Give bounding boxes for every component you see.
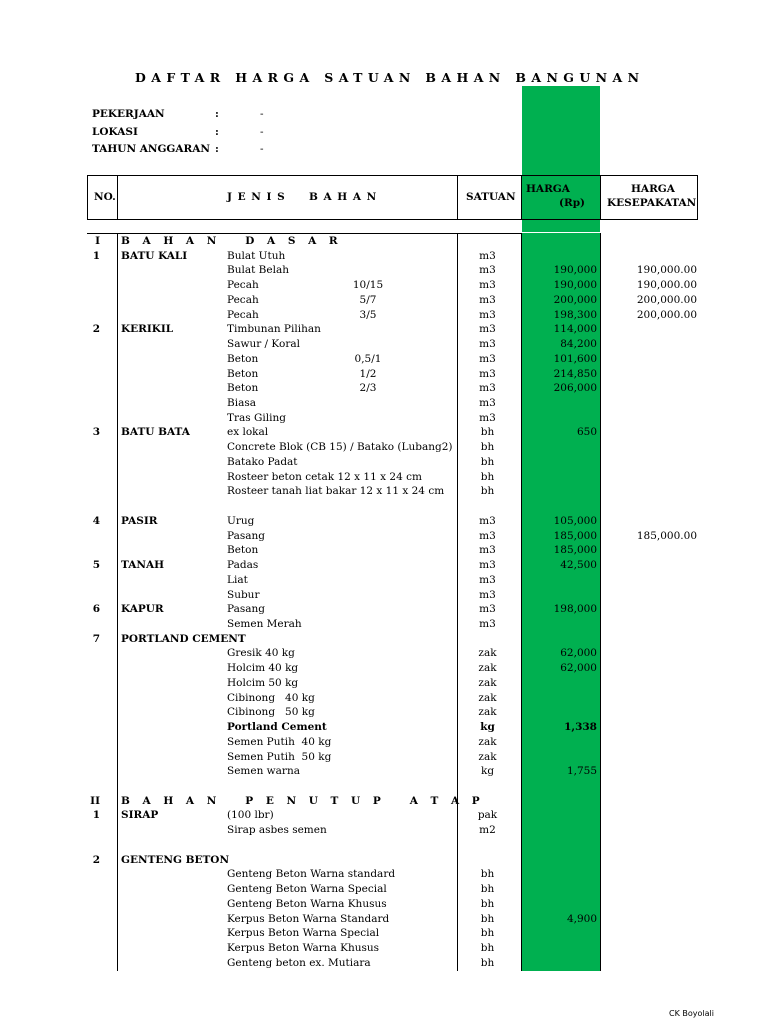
row-unit: zak	[478, 706, 497, 719]
row-item: (100 lbr)	[227, 809, 274, 822]
row-unit: m3	[479, 397, 496, 410]
row-unit: m3	[479, 588, 496, 601]
table-row	[0, 484, 768, 498]
row-unit: m3	[479, 411, 496, 424]
table-row	[0, 750, 768, 764]
row-item: Bulat Belah	[227, 264, 289, 277]
row-category: PASIR	[121, 514, 158, 527]
row-unit: m3	[479, 338, 496, 351]
row-unit: m3	[479, 367, 496, 380]
row-item: Sawur / Koral	[227, 338, 300, 351]
row-unit: zak	[478, 735, 497, 748]
row-item: Genteng beton ex. Mutiara	[227, 956, 371, 969]
row-price: 200,000	[553, 293, 597, 306]
row-spec: 10/15	[352, 279, 384, 292]
meta-colon: :	[215, 143, 219, 155]
page-title: DAFTAR HARGA SATUAN BAHAN BANGUNAN	[135, 70, 645, 85]
table-row	[0, 249, 768, 263]
row-no: 2	[92, 853, 100, 866]
table-row	[0, 646, 768, 660]
row-unit: kg	[480, 765, 495, 778]
row-item: Holcim 40 kg	[227, 662, 299, 675]
row-item: Kerpus Beton Warna Special	[227, 927, 380, 940]
table-row	[0, 514, 768, 528]
meta-colon: :	[215, 126, 219, 138]
row-item: Biasa	[227, 397, 256, 410]
table-row	[0, 529, 768, 543]
table-row	[0, 602, 768, 616]
row-unit: bh	[480, 927, 495, 940]
row-unit: bh	[480, 897, 495, 910]
row-item: Pecah	[227, 279, 259, 292]
table-row	[0, 588, 768, 602]
row-price: 1,755	[566, 765, 597, 778]
row-category: KERIKIL	[121, 323, 174, 336]
meta-colon: :	[215, 108, 219, 120]
section-title: B A H A N D A S A R	[121, 235, 343, 247]
table-row	[0, 912, 768, 926]
row-item: Beton	[227, 352, 259, 365]
row-item: Sirap asbes semen	[227, 824, 327, 837]
header-harga-kesepakatan: HARGA	[631, 183, 675, 195]
row-price: 198,000	[553, 603, 597, 616]
row-no: II	[90, 794, 100, 807]
row-item: Padas	[227, 559, 259, 572]
row-no: 7	[92, 632, 100, 645]
table-row	[0, 352, 768, 366]
row-item: Portland Cement	[227, 721, 327, 734]
row-unit: m3	[479, 382, 496, 395]
row-category: KAPUR	[121, 603, 164, 616]
table-row	[0, 558, 768, 572]
row-unit: zak	[478, 750, 497, 763]
row-agreed-price: 190,000.00	[636, 264, 697, 277]
row-price: 42,500	[560, 559, 597, 572]
table-row	[0, 661, 768, 675]
row-no: 5	[92, 559, 100, 572]
row-item: Cibinong 50 kg	[227, 706, 315, 719]
row-item: Semen warna	[227, 765, 300, 778]
row-price: 190,000	[553, 264, 597, 277]
row-price: 190,000	[553, 279, 597, 292]
row-unit: m3	[479, 514, 496, 527]
row-unit: pak	[477, 809, 498, 822]
row-item: Liat	[227, 573, 248, 586]
row-price: 62,000	[560, 662, 597, 675]
header-jenis-bahan: J E N I S B A H A N	[227, 191, 378, 203]
header-satuan: SATUAN	[466, 191, 516, 203]
row-unit: bh	[480, 455, 495, 468]
row-no: 1	[92, 809, 100, 822]
row-item: Kerpus Beton Warna Khusus	[227, 942, 380, 955]
price-column-header-bg	[522, 86, 600, 232]
table-row	[0, 956, 768, 970]
header-harga-unit: (Rp)	[559, 197, 586, 209]
row-agreed-price: 200,000.00	[636, 293, 697, 306]
row-item: Holcim 50 kg	[227, 676, 299, 689]
row-unit: m3	[479, 573, 496, 586]
table-row	[0, 293, 768, 307]
table-row	[0, 941, 768, 955]
section-row	[0, 234, 768, 248]
row-spec: 1/2	[359, 367, 377, 380]
row-category: TANAH	[121, 559, 165, 572]
row-item: Timbunan Pilihan	[227, 323, 321, 336]
table-row	[0, 543, 768, 557]
row-agreed-price: 185,000.00	[636, 529, 697, 542]
table-row	[0, 764, 768, 778]
table-row	[0, 425, 768, 439]
row-item: Subur	[227, 588, 260, 601]
table-row	[0, 617, 768, 631]
row-category: SIRAP	[121, 809, 159, 822]
table-row	[0, 897, 768, 911]
table-row	[0, 779, 768, 793]
meta-label-lokasi: LOKASI	[92, 126, 138, 138]
meta-value-tahun-anggaran: -	[260, 143, 264, 155]
row-unit: m3	[479, 249, 496, 262]
row-no: I	[95, 235, 100, 247]
table-row	[0, 411, 768, 425]
row-agreed-price: 200,000.00	[636, 308, 697, 321]
table-row	[0, 440, 768, 454]
row-unit: m3	[479, 559, 496, 572]
row-item: Genteng Beton Warna Special	[227, 883, 387, 896]
row-unit: bh	[480, 942, 495, 955]
row-unit: bh	[480, 485, 495, 498]
meta-label-tahun-anggaran: TAHUN ANGGARAN	[92, 143, 211, 155]
row-unit: kg	[480, 721, 495, 734]
meta-value-lokasi: -	[260, 126, 264, 138]
row-unit: m3	[479, 352, 496, 365]
row-unit: m2	[479, 824, 496, 837]
header-no: NO.	[94, 191, 116, 203]
row-unit: zak	[478, 662, 497, 675]
row-spec: 3/5	[359, 308, 377, 321]
table-row	[0, 455, 768, 469]
table-row	[0, 691, 768, 705]
row-unit: m3	[479, 603, 496, 616]
row-unit: zak	[478, 691, 497, 704]
footer-label: CK Boyolali	[669, 1009, 714, 1018]
row-unit: zak	[478, 647, 497, 660]
row-unit: bh	[480, 426, 495, 439]
table-row	[0, 735, 768, 749]
row-spec: 0,5/1	[354, 352, 382, 365]
table-row	[0, 381, 768, 395]
row-price: 185,000	[553, 544, 597, 557]
row-unit: bh	[480, 470, 495, 483]
row-unit: m3	[479, 544, 496, 557]
row-price: 1,338	[564, 721, 597, 734]
row-item: Semen Putih 50 kg	[227, 750, 332, 763]
row-item: Genteng Beton Warna standard	[227, 868, 396, 881]
table-row	[0, 632, 768, 646]
table-row	[0, 499, 768, 513]
row-unit: bh	[480, 883, 495, 896]
row-unit: m3	[479, 264, 496, 277]
row-price: 101,600	[553, 352, 597, 365]
row-price: 105,000	[553, 514, 597, 527]
table-row	[0, 470, 768, 484]
table-row	[0, 808, 768, 822]
row-item: Batako Padat	[227, 455, 298, 468]
table-row	[0, 337, 768, 351]
row-item: Beton	[227, 544, 259, 557]
table-row	[0, 396, 768, 410]
row-category: BATU BATA	[121, 426, 190, 439]
row-price: 84,200	[560, 338, 597, 351]
row-item: Rosteer tanah liat bakar 12 x 11 x 24 cm	[227, 485, 445, 498]
section-row	[0, 794, 768, 808]
row-price: 214,850	[553, 367, 597, 380]
row-item: Concrete Blok (CB 15) / Batako (Lubang2)	[227, 441, 453, 454]
row-item: Genteng Beton Warna Khusus	[227, 897, 387, 910]
row-item: Pasang	[227, 603, 265, 616]
row-item: Pecah	[227, 293, 259, 306]
row-no: 4	[92, 514, 100, 527]
table-row	[0, 308, 768, 322]
table-row	[0, 322, 768, 336]
row-item: Beton	[227, 367, 259, 380]
row-unit: zak	[478, 676, 497, 689]
table-row	[0, 705, 768, 719]
table-row	[0, 867, 768, 881]
row-item: Semen Merah	[227, 617, 302, 630]
row-price: 198,300	[553, 308, 597, 321]
table-row	[0, 720, 768, 734]
row-unit: m3	[479, 323, 496, 336]
table-row	[0, 676, 768, 690]
row-unit: bh	[480, 912, 495, 925]
row-item: Kerpus Beton Warna Standard	[227, 912, 390, 925]
table-row	[0, 573, 768, 587]
row-item: Pasang	[227, 529, 265, 542]
row-unit: bh	[480, 441, 495, 454]
row-agreed-price: 190,000.00	[636, 279, 697, 292]
table-row	[0, 263, 768, 277]
row-price: 650	[576, 426, 597, 439]
row-price: 185,000	[553, 529, 597, 542]
row-item: Rosteer beton cetak 12 x 11 x 24 cm	[227, 470, 422, 483]
row-item: Beton	[227, 382, 259, 395]
section-title: B A H A N P E N U T U P A T A P	[121, 794, 485, 807]
row-category: BATU KALI	[121, 249, 188, 262]
row-no: 2	[92, 323, 100, 336]
row-price: 62,000	[560, 647, 597, 660]
row-unit: m3	[479, 293, 496, 306]
row-item: Semen Putih 40 kg	[227, 735, 332, 748]
header-kesepakatan: KESEPAKATAN	[607, 197, 697, 209]
row-item: Pecah	[227, 308, 259, 321]
header-harga: HARGA	[526, 183, 570, 195]
meta-label-pekerjaan: PEKERJAAN	[92, 108, 165, 120]
row-item: Gresik 40 kg	[227, 647, 295, 660]
row-spec: 5/7	[359, 293, 377, 306]
row-unit: m3	[479, 279, 496, 292]
table-row	[0, 853, 768, 867]
row-category: GENTENG BETON	[121, 853, 230, 866]
row-category: PORTLAND CEMENT	[121, 632, 246, 645]
meta-value-pekerjaan: -	[260, 108, 264, 120]
row-item: Bulat Utuh	[227, 249, 286, 262]
table-row	[0, 838, 768, 852]
table-row	[0, 882, 768, 896]
row-price: 206,000	[553, 382, 597, 395]
table-row	[0, 367, 768, 381]
table-row	[0, 823, 768, 837]
row-item: Urug	[227, 514, 255, 527]
table-row	[0, 926, 768, 940]
row-item: ex lokal	[227, 426, 269, 439]
row-unit: m3	[479, 308, 496, 321]
row-item: Tras Giling	[227, 411, 286, 424]
table-row	[0, 278, 768, 292]
row-no: 6	[92, 603, 100, 616]
row-unit: bh	[480, 868, 495, 881]
row-unit: bh	[480, 956, 495, 969]
row-spec: 2/3	[359, 382, 377, 395]
row-item: Cibinong 40 kg	[227, 691, 315, 704]
row-price: 114,000	[553, 323, 597, 336]
row-unit: m3	[479, 529, 496, 542]
row-no: 1	[92, 249, 100, 262]
row-no: 3	[92, 426, 100, 439]
row-price: 4,900	[566, 912, 597, 925]
row-unit: m3	[479, 617, 496, 630]
